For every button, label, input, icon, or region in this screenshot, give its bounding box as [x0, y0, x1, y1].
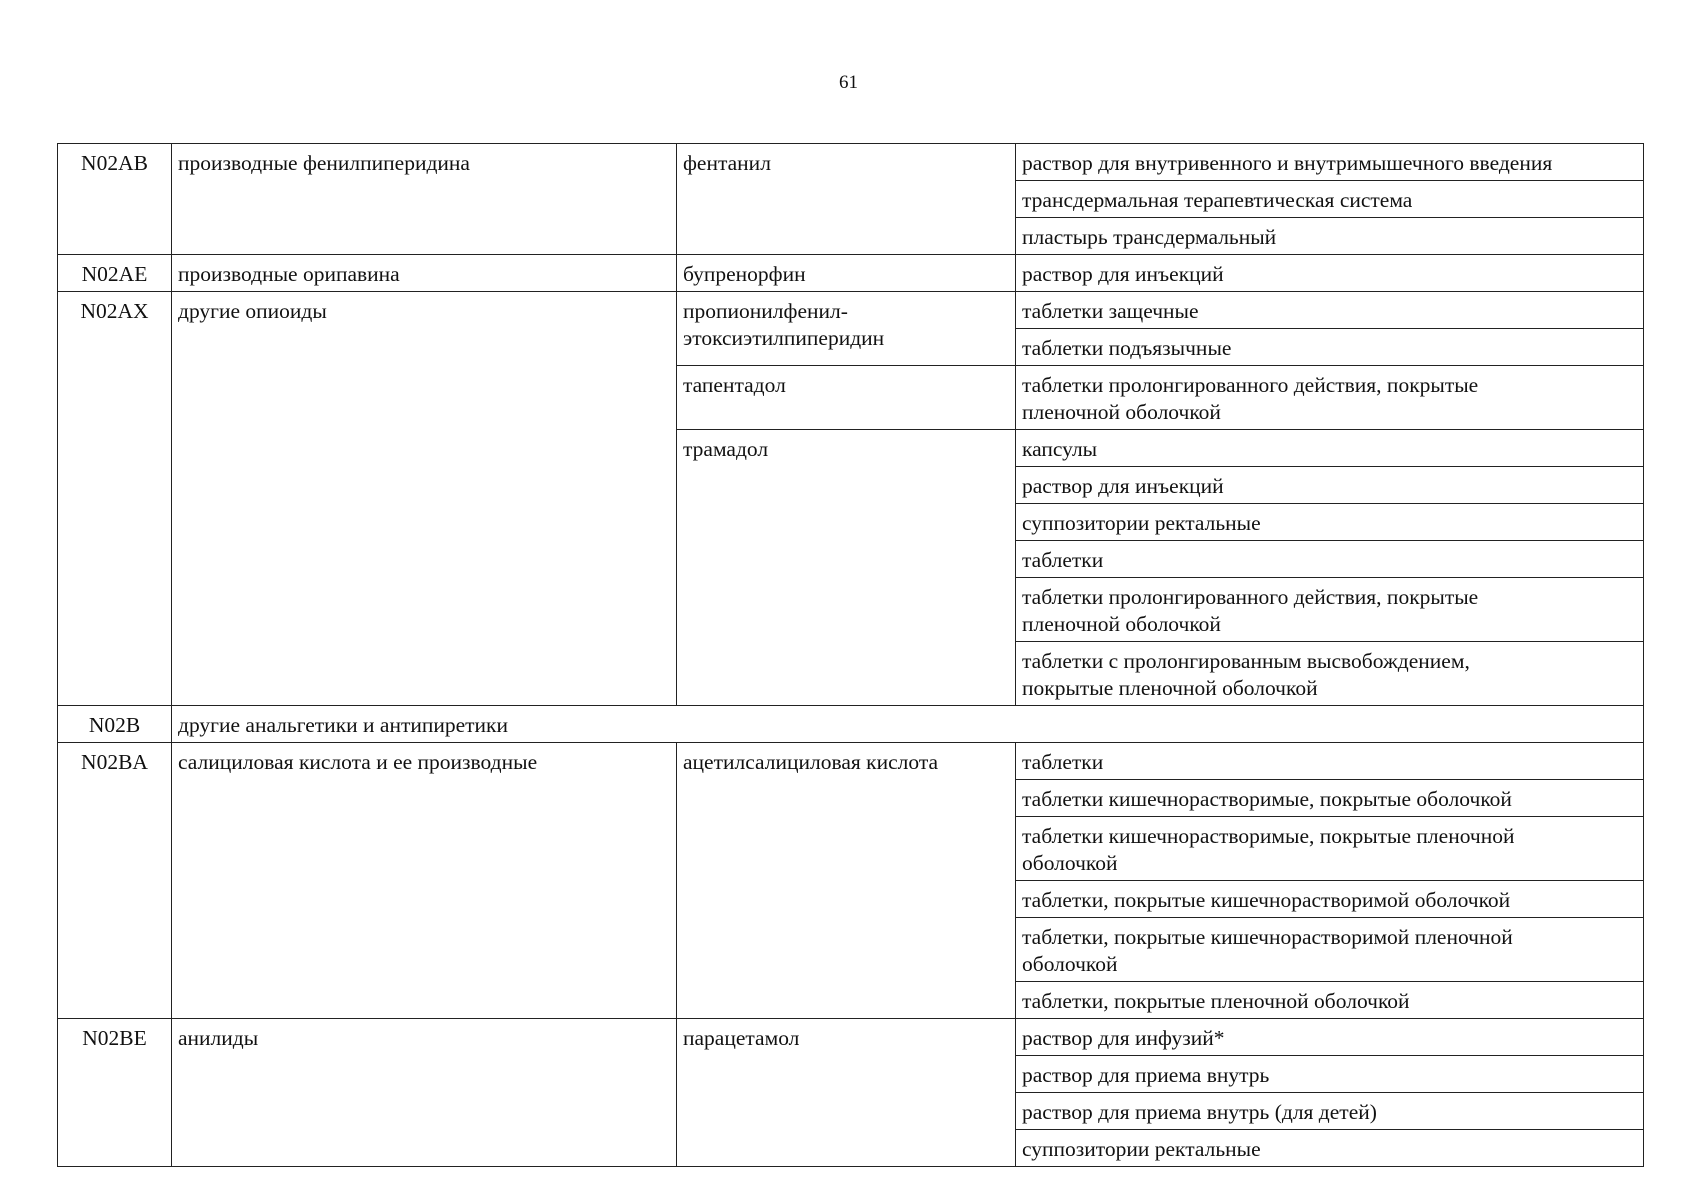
dosage-form: пластырь трансдермальный [1016, 218, 1644, 255]
table-row [58, 1019, 1644, 1056]
drug-name: пропионилфенил- этоксиэтилпиперидин [677, 292, 1016, 366]
table-body [58, 144, 1644, 1167]
atc-code: N02BA [58, 743, 172, 1019]
dosage-form: раствор для внутривенного и внутримышечного введения [1016, 144, 1644, 181]
dosage-form: таблетки пролонгированного действия, покрытые пленочной оболочкой [1016, 366, 1644, 430]
drug-name: ацетилсалициловая кислота [677, 743, 1016, 1019]
dosage-form: таблетки [1016, 743, 1644, 780]
group-name: производные фенилпиперидина [172, 144, 677, 255]
atc-code: N02BE [58, 1019, 172, 1167]
medication-table [57, 143, 1644, 1167]
atc-code: N02AX [58, 292, 172, 706]
dosage-form: таблетки [1016, 541, 1644, 578]
group-name: производные орипавина [172, 255, 677, 292]
dosage-form: таблетки защечные [1016, 292, 1644, 329]
atc-code: N02B [58, 706, 172, 743]
dosage-form: капсулы [1016, 430, 1644, 467]
drug-name: парацетамол [677, 1019, 1016, 1167]
dosage-form: таблетки кишечнорастворимые, покрытые оболочкой [1016, 780, 1644, 817]
drug-name: тапентадол [677, 366, 1016, 430]
page-number: 61 [839, 72, 858, 93]
dosage-form: раствор для приема внутрь (для детей) [1016, 1093, 1644, 1130]
table-row [58, 743, 1644, 780]
table-row [58, 706, 1644, 743]
dosage-form: таблетки, покрытые пленочной оболочкой [1016, 982, 1644, 1019]
drug-name: бупренорфин [677, 255, 1016, 292]
dosage-form: раствор для приема внутрь [1016, 1056, 1644, 1093]
table-row [58, 144, 1644, 181]
dosage-form: таблетки подъязычные [1016, 329, 1644, 366]
dosage-form: таблетки, покрытые кишечнорастворимой пленочной оболочкой [1016, 918, 1644, 982]
table-row [58, 292, 1644, 329]
group-name: салициловая кислота и ее производные [172, 743, 677, 1019]
atc-code: N02AB [58, 144, 172, 255]
group-name: другие анальгетики и антипиретики [172, 706, 1644, 743]
group-name: другие опиоиды [172, 292, 677, 706]
drug-name: фентанил [677, 144, 1016, 255]
atc-code: N02AE [58, 255, 172, 292]
group-name: анилиды [172, 1019, 677, 1167]
dosage-form: суппозитории ректальные [1016, 1130, 1644, 1167]
dosage-form: таблетки, покрытые кишечнорастворимой оболочкой [1016, 881, 1644, 918]
dosage-form: раствор для инъекций [1016, 467, 1644, 504]
drug-name: трамадол [677, 430, 1016, 706]
dosage-form: таблетки с пролонгированным высвобождением, покрытые пленочной оболочкой [1016, 642, 1644, 706]
dosage-form: раствор для инфузий* [1016, 1019, 1644, 1056]
dosage-form: таблетки пролонгированного действия, покрытые пленочной оболочкой [1016, 578, 1644, 642]
dosage-form: трансдермальная терапевтическая система [1016, 181, 1644, 218]
dosage-form: суппозитории ректальные [1016, 504, 1644, 541]
dosage-form: таблетки кишечнорастворимые, покрытые пленочной оболочкой [1016, 817, 1644, 881]
table-row [58, 255, 1644, 292]
dosage-form: раствор для инъекций [1016, 255, 1644, 292]
